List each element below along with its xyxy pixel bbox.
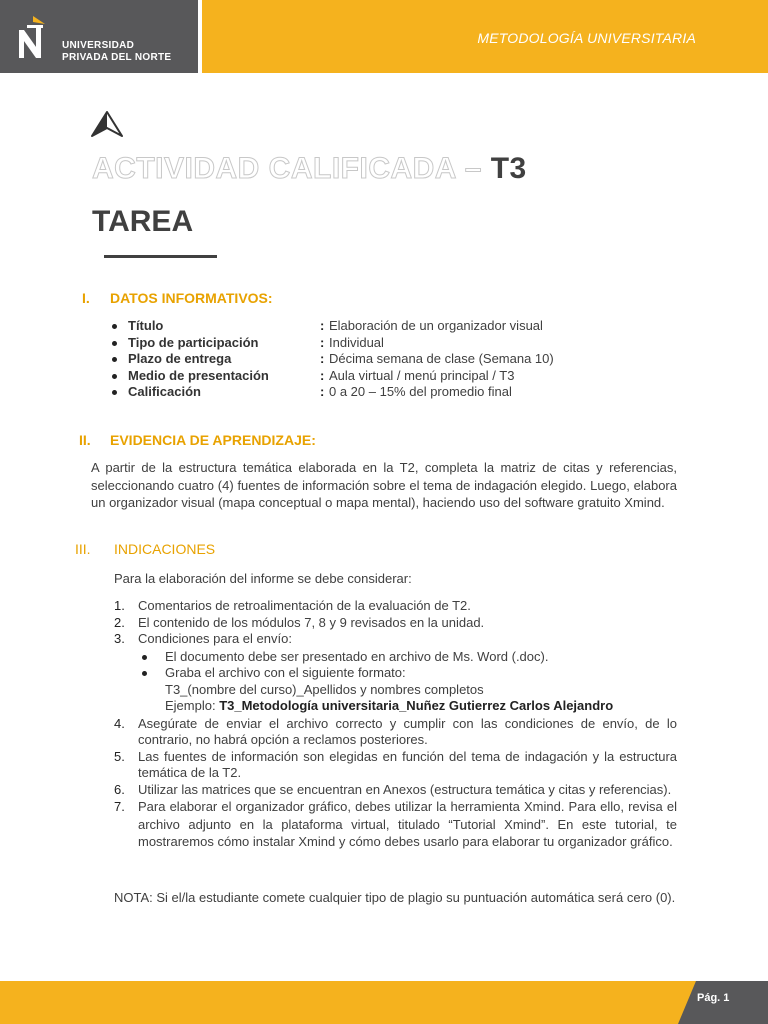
list-number: 1. [114, 598, 125, 613]
sub-list-item [114, 665, 677, 715]
file-example [165, 698, 677, 715]
bullet-icon [112, 390, 117, 395]
info-colon: : [320, 318, 325, 333]
activity-title [92, 152, 527, 186]
list-item [114, 798, 677, 851]
info-value: Individual [329, 334, 384, 350]
info-value: 0 a 20 – 15% del promedio final [329, 384, 512, 399]
footer-band [0, 981, 768, 1024]
info-key: Medio de presentación [128, 367, 269, 383]
section-number: III. [75, 541, 91, 557]
list-number: 6. [114, 781, 125, 797]
list-item [114, 598, 677, 615]
sub-list-text: Graba el archivo con el siguiente formato: [165, 665, 406, 680]
activity-subtitle: TAREA [92, 205, 194, 238]
info-value: Décima semana de clase (Semana 10) [329, 351, 554, 366]
info-key: Plazo de entrega [128, 351, 232, 366]
section-number: I. [82, 290, 90, 306]
list-text: Para elaborar el organizador gráfico, debes utilizar la herramienta Xmind. Para ello, revisa el archivo adjunto en la plataforma virtual, titulado “Tutorial Xmind”. En este tutorial, te mostraremos cómo instalar Xmind y cómo debes usarlo para elaborar tu organizador gráfico. [138, 799, 677, 849]
logo-line-1: UNIVERSIDAD [62, 40, 135, 51]
section-title: INDICACIONES [114, 541, 216, 557]
bullet-icon [112, 357, 117, 362]
list-text: Asegúrate de enviar el archivo correcto y cumplir con las condiciones de envío, de lo contrario, no habrá opción a reclamos posteriores. [138, 715, 677, 747]
activity-code: T3 [490, 152, 527, 185]
section-heading-1 [82, 290, 273, 306]
indications-list [114, 598, 677, 851]
bullet-icon [112, 374, 117, 379]
bullet-icon [142, 671, 147, 676]
section-title: EVIDENCIA DE APRENDIZAJE: [110, 432, 316, 448]
bullet-icon [112, 324, 117, 329]
info-colon: : [320, 334, 325, 350]
list-number: 3. [114, 631, 125, 646]
logo-text [62, 40, 171, 64]
info-colon: : [320, 384, 325, 399]
info-value: Elaboración de un organizador visual [329, 318, 543, 333]
list-number: 5. [114, 748, 125, 764]
list-item [114, 631, 677, 648]
bullet-icon [142, 655, 147, 660]
upn-logo-icon [15, 16, 51, 61]
title-underline [104, 255, 217, 258]
example-label: Ejemplo: [165, 698, 220, 713]
activity-title-main: ACTIVIDAD CALIFICADA – [92, 152, 491, 185]
info-colon: : [320, 367, 325, 383]
list-item [114, 749, 677, 782]
list-text: Las fuentes de información son elegidas en función del tema de indagación y la estructura temática de la T2. [138, 748, 677, 780]
list-number: 2. [114, 614, 125, 630]
header-course-band [202, 0, 768, 73]
header-logo-panel [0, 0, 198, 73]
list-item [114, 782, 677, 799]
section-heading-2 [79, 432, 316, 448]
logo-line-2: PRIVADA DEL NORTE [62, 52, 172, 63]
info-value: Aula virtual / menú principal / T3 [329, 367, 515, 383]
section-title: DATOS INFORMATIVOS: [110, 290, 273, 306]
section-number: II. [79, 432, 91, 448]
bullet-icon [112, 341, 117, 346]
indications-intro: Para la elaboración del informe se debe considerar: [114, 571, 412, 586]
sub-list-item [114, 649, 677, 666]
list-number: 4. [114, 715, 125, 731]
info-colon: : [320, 351, 325, 366]
info-key: Título [128, 318, 164, 333]
info-key: Tipo de participación [128, 334, 259, 350]
list-text: Comentarios de retroalimentación de la evaluación de T2. [138, 598, 471, 613]
list-text: Utilizar las matrices que se encuentran en Anexos (estructura temática y citas y referencias). [138, 781, 672, 797]
section-heading-3 [75, 541, 215, 557]
page-number: Pág. 1 [697, 992, 730, 1004]
course-name: METODOLOGÍA UNIVERSITARIA [477, 30, 696, 46]
plagiarism-note: NOTA: Si el/la estudiante comete cualquier tipo de plagio su puntuación automática será cero (0). [114, 890, 676, 905]
file-format: T3_(nombre del curso)_Apellidos y nombres completos [165, 681, 484, 697]
example-value: T3_Metodología universitaria_Nuñez Gutierrez Carlos Alejandro [219, 698, 614, 713]
list-item [114, 716, 677, 749]
list-item [114, 615, 677, 632]
list-text: Condiciones para el envío: [138, 631, 292, 646]
navigation-arrow-icon [90, 110, 124, 140]
info-key: Calificación [128, 384, 201, 399]
list-text: El contenido de los módulos 7, 8 y 9 revisados en la unidad. [138, 614, 485, 630]
sub-list-text: El documento debe ser presentado en archivo de Ms. Word (.doc). [165, 648, 549, 664]
evidence-paragraph: A partir de la estructura temática elaborada en la T2, completa la matriz de citas y referencias, seleccionando cuatro (4) fuentes de información sobre el tema de indagación elegido. Luego, elabora un organizador visual (mapa conceptual o mapa mental), haciendo uso del software gratuito Xmind. [91, 460, 677, 510]
list-number: 7. [114, 799, 125, 814]
